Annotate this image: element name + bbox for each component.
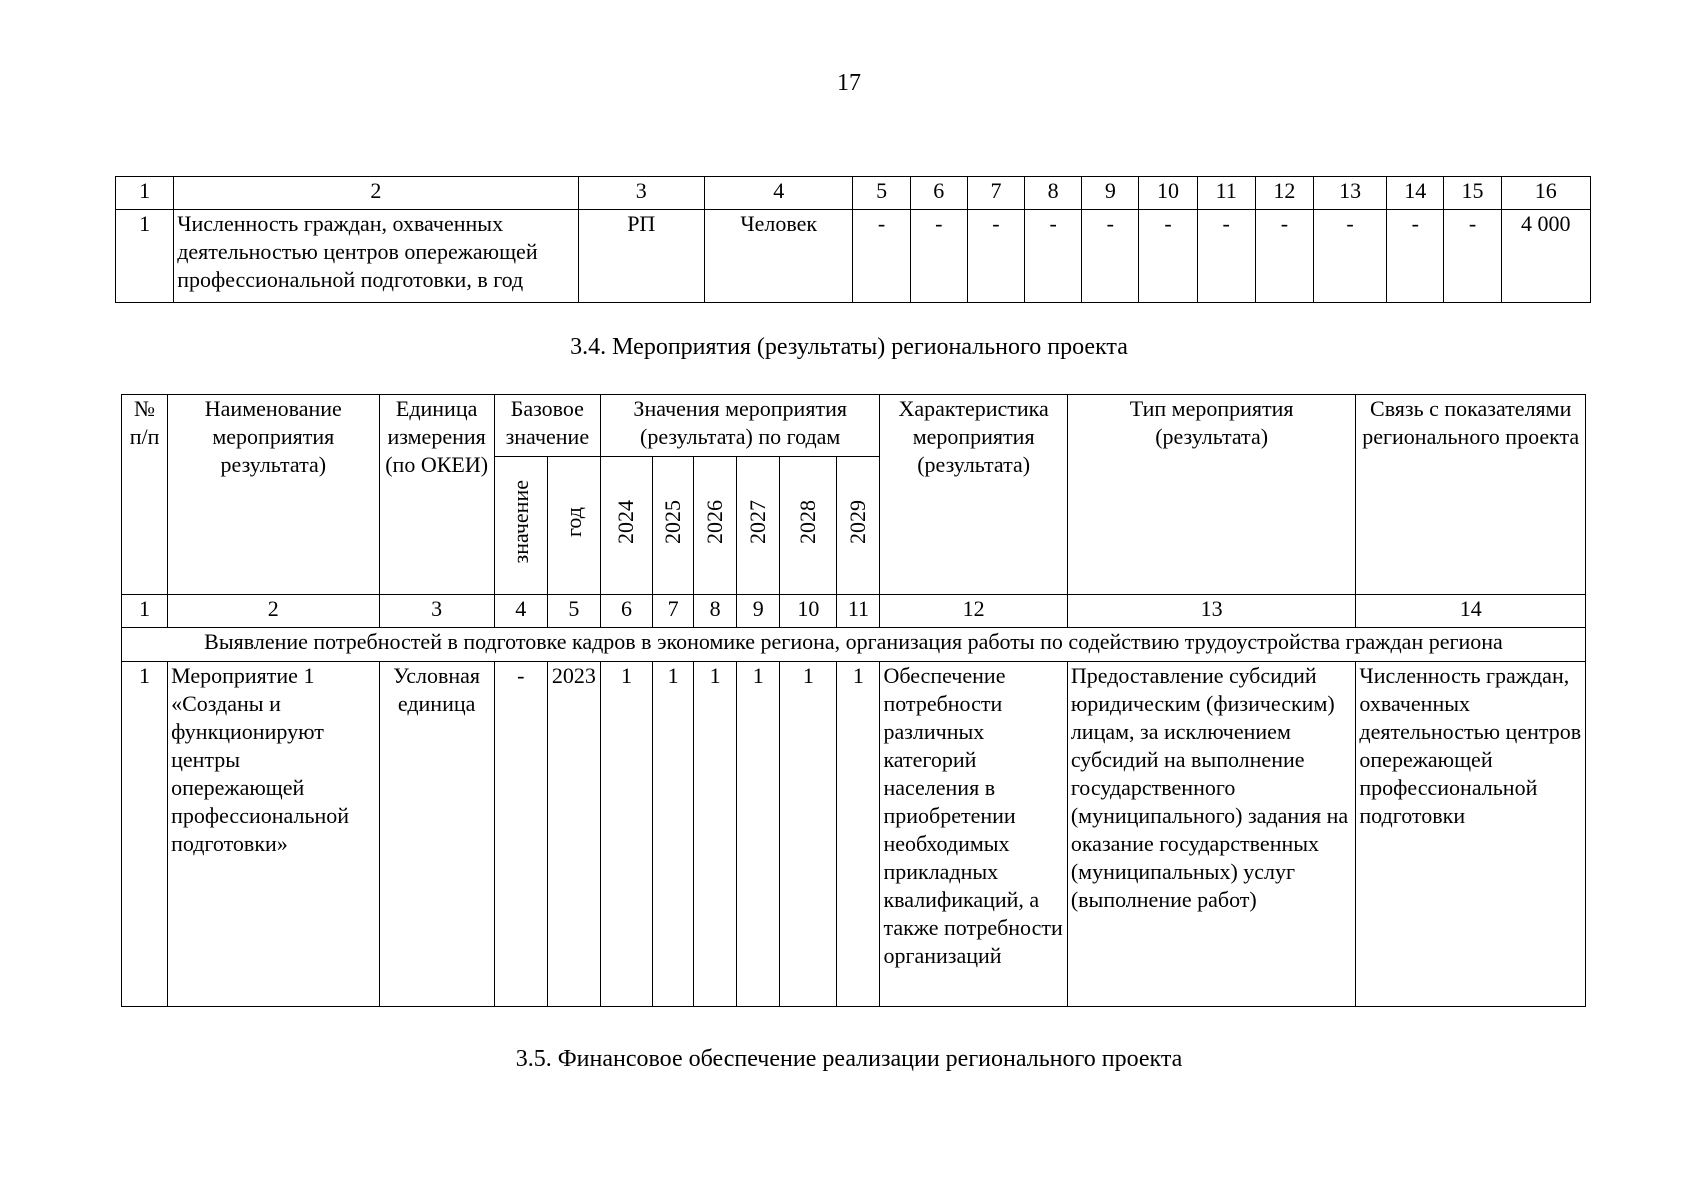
activity-unit: Условная единица xyxy=(379,662,494,1007)
header-link: Связь с показателями регионального проекта xyxy=(1356,395,1586,595)
activity-year-value: 1 xyxy=(737,662,780,1007)
col-number: 6 xyxy=(600,595,652,628)
activity-year-value: 1 xyxy=(694,662,737,1007)
indicators-table xyxy=(115,176,1591,303)
dash-cell: - xyxy=(910,210,967,303)
activity-year-value: 1 xyxy=(600,662,652,1007)
header-type: Тип мероприятия (результата) xyxy=(1067,395,1356,595)
activity-characteristic: Обеспечение потребности различных категорий населения в приобретении необходимых прикладных квалификаций, а также потребности организаций xyxy=(880,662,1067,1007)
col-number: 7 xyxy=(653,595,694,628)
col-number: 2 xyxy=(168,595,379,628)
group-title: Выявление потребностей в подготовке кадров в экономике региона, организация работы по содействию трудоустройства граждан региона xyxy=(122,628,1586,662)
header-values: Значения мероприятия (результата) по годам xyxy=(600,395,880,457)
dash-cell: - xyxy=(967,210,1024,303)
col-number: 6 xyxy=(910,177,967,210)
activity-name: Мероприятие 1 «Созданы и функционируют центры опережающей профессиональной подготовки» xyxy=(168,662,379,1007)
dash-cell: - xyxy=(1255,210,1313,303)
row-number: 1 xyxy=(116,210,174,303)
col-number: 11 xyxy=(1197,177,1255,210)
activity-base-value: - xyxy=(494,662,547,1007)
dash-cell: - xyxy=(1082,210,1139,303)
header-unit: Единица измерения (по ОКЕИ) xyxy=(379,395,494,595)
dash-cell: - xyxy=(1025,210,1082,303)
col-number: 9 xyxy=(1082,177,1139,210)
header-year-label: 2024 xyxy=(613,500,639,544)
header-year xyxy=(780,457,837,595)
col-number: 2 xyxy=(174,177,578,210)
header-year xyxy=(600,457,652,595)
col-number: 1 xyxy=(116,177,174,210)
activity-link: Численность граждан, охваченных деятельностью центров опережающей профессиональной подготовки xyxy=(1356,662,1586,1007)
activity-base-year: 2023 xyxy=(547,662,600,1007)
col-number: 14 xyxy=(1356,595,1586,628)
header-characteristic: Характеристика мероприятия (результата) xyxy=(880,395,1067,595)
indicator-level: РП xyxy=(578,210,704,303)
section-title-3-5: 3.5. Финансовое обеспечение реализации регионального проекта xyxy=(515,1046,1183,1072)
row-number: 1 xyxy=(122,662,168,1007)
header-year xyxy=(694,457,737,595)
header-name: Наименование мероприятия результата) xyxy=(168,395,379,595)
col-number: 4 xyxy=(494,595,547,628)
header-base-year xyxy=(547,457,600,595)
col-number: 8 xyxy=(694,595,737,628)
indicator-value: 4 000 xyxy=(1501,210,1590,303)
dash-cell: - xyxy=(1444,210,1501,303)
header-year-label: 2026 xyxy=(702,500,728,544)
col-number: 7 xyxy=(967,177,1024,210)
col-number: 12 xyxy=(1255,177,1313,210)
dash-cell: - xyxy=(1197,210,1255,303)
activities-header-numbers-row xyxy=(122,595,1586,628)
activity-year-value: 1 xyxy=(780,662,837,1007)
col-number: 9 xyxy=(737,595,780,628)
header-num: № п/п xyxy=(122,395,168,595)
header-year-label: 2025 xyxy=(660,500,686,544)
col-number: 15 xyxy=(1444,177,1501,210)
indicator-unit: Человек xyxy=(704,210,853,303)
header-base: Базовое значение xyxy=(494,395,600,457)
dash-cell: - xyxy=(853,210,910,303)
indicator-name: Численность граждан, охваченных деятельностью центров опережающей профессиональной подготовки, в год xyxy=(174,210,578,303)
activity-type: Предоставление субсидий юридическим (физическим) лицам, за исключением субсидий на выполнение государственного (муниципального) задания на оказание государственных (муниципальных) услуг (выполнение работ) xyxy=(1067,662,1356,1007)
col-number: 10 xyxy=(1139,177,1197,210)
table-row xyxy=(116,210,1591,303)
col-number: 10 xyxy=(780,595,837,628)
header-base-value-label: значение xyxy=(507,480,533,564)
col-number: 3 xyxy=(578,177,704,210)
col-number: 13 xyxy=(1067,595,1356,628)
group-row xyxy=(122,628,1586,662)
dash-cell: - xyxy=(1313,210,1386,303)
activity-year-value: 1 xyxy=(653,662,694,1007)
page-number: 17 xyxy=(837,70,861,96)
col-number: 11 xyxy=(837,595,880,628)
col-number: 16 xyxy=(1501,177,1590,210)
col-number: 13 xyxy=(1313,177,1386,210)
header-year xyxy=(837,457,880,595)
header-year-label: 2027 xyxy=(745,500,771,544)
col-number: 5 xyxy=(547,595,600,628)
header-base-year-label: год xyxy=(560,506,586,538)
col-number: 1 xyxy=(122,595,168,628)
header-year xyxy=(653,457,694,595)
table-row xyxy=(122,662,1586,1007)
section-title-3-4: 3.4. Мероприятия (результаты) регионального проекта xyxy=(570,334,1128,360)
header-base-value xyxy=(494,457,547,595)
col-number: 5 xyxy=(853,177,910,210)
col-number: 8 xyxy=(1025,177,1082,210)
col-number: 14 xyxy=(1387,177,1444,210)
activities-header-row xyxy=(122,395,1586,457)
header-year xyxy=(737,457,780,595)
col-number: 3 xyxy=(379,595,494,628)
header-year-label: 2028 xyxy=(795,500,821,544)
col-number: 12 xyxy=(880,595,1067,628)
col-number: 4 xyxy=(704,177,853,210)
dash-cell: - xyxy=(1387,210,1444,303)
activity-year-value: 1 xyxy=(837,662,880,1007)
activities-table xyxy=(121,394,1586,1007)
dash-cell: - xyxy=(1139,210,1197,303)
header-year-label: 2029 xyxy=(845,500,871,544)
indicators-header-numbers-row xyxy=(116,177,1591,210)
